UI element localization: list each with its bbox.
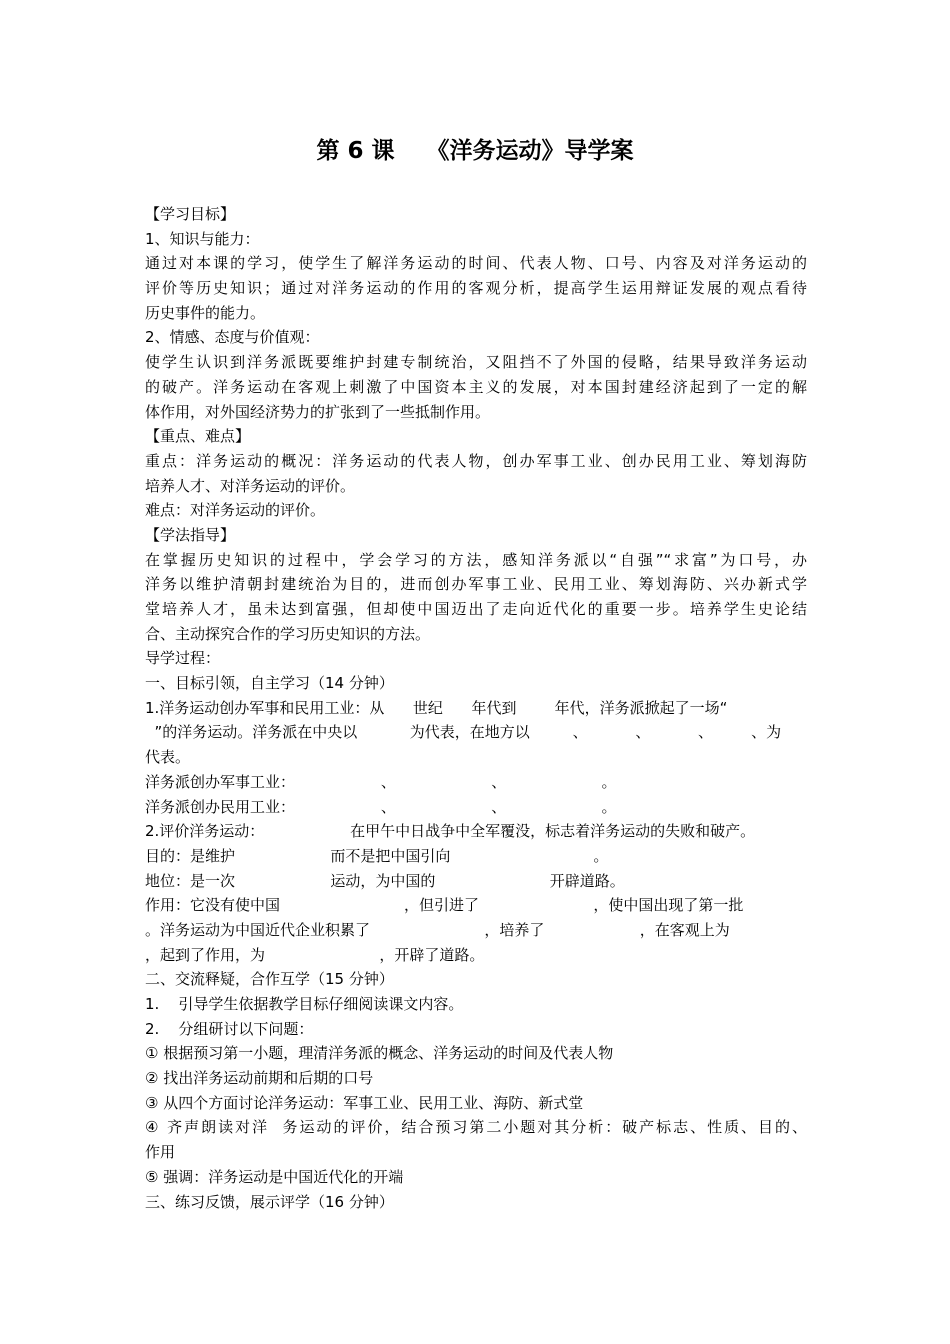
text-line: 的破产。洋务运动在客观上刺激了中国资本主义的发展，对本国封建经济起到了一定的解: [145, 377, 807, 396]
text-line: 三、练习反馈，展示评学（16 分钟）: [145, 1192, 394, 1211]
text-line: 。洋务运动为中国近代企业积累了 ，培养了 ，在客观上为: [145, 920, 730, 939]
text-line: 难点：对洋务运动的评价。: [145, 501, 326, 520]
text-line: 洋务派创办民用工业： 、 、 。: [145, 797, 617, 816]
text-line: 2、情感、态度与价值观：: [145, 328, 320, 347]
document-title: 第 6 课 《洋务运动》导学案: [316, 138, 634, 164]
text-line: ⑤ 强调：洋务运动是中国近代化的开端: [145, 1167, 404, 1186]
text-line: ④ 齐声朗读对洋 务运动的评价，结合预习第二小题对其分析：破产标志、性质、目的、: [145, 1118, 807, 1137]
text-line: ③ 从四个方面讨论洋务运动：军事工业、民用工业、海防、新式堂: [145, 1093, 584, 1112]
text-line: 堂培养人才，虽未达到富强，但却使中国迈出了走向近代化的重要一步。培养学生史论结: [145, 600, 807, 618]
text-line: 【学法指导】: [145, 525, 236, 544]
text-line: ① 根据预习第一小题，理清洋务派的概念、洋务运动的时间及代表人物: [145, 1044, 614, 1063]
text-line: 【学习目标】: [145, 205, 236, 223]
text-line: 作用：它没有使中国 ，但引进了 ，使中国出现了第一批: [145, 896, 744, 915]
text-line: 使学生认识到洋务派既要维护封建专制统治，又阻挡不了外国的侵略，结果导致洋务运动: [145, 353, 807, 372]
text-line: 导学过程：: [145, 649, 221, 668]
text-line: 二、交流释疑，合作互学（15 分钟）: [145, 970, 394, 989]
text-line: 通过对本课的学习，使学生了解洋务运动的时间、代表人物、口号、内容及对洋务运动的: [145, 254, 807, 273]
text-line: 地位：是一次 运动，为中国的 开辟道路。: [145, 871, 625, 890]
text-line: 培养人才、对洋务运动的评价。: [145, 476, 356, 495]
text-line: 体作用，对外国经济势力的扩张到了一些抵制作用。: [145, 402, 491, 421]
text-line: 评价等历史知识；通过对洋务运动的作用的客观分析，提高学生运用辩证发展的观点看待: [145, 279, 807, 298]
text-line: 合、主动探究合作的学习历史知识的方法。: [145, 624, 431, 643]
text-line: ”的洋务运动。洋务派在中央以 为代表，在地方以 、 、 、 、为: [145, 723, 782, 742]
text-line: ② 找出洋务运动前期和后期的口号: [145, 1069, 374, 1088]
text-line: 一、目标引领，自主学习（14 分钟）: [145, 674, 394, 693]
document-body: [145, 202, 807, 1214]
text-line: 在掌握历史知识的过程中，学会学习的方法，感知洋务派以“自强”“求富”为口号，办: [145, 550, 807, 569]
text-line: 1.洋务运动创办军事和民用工业：从 世纪 年代到 年代，洋务派掀起了一场“: [145, 698, 728, 717]
text-line: 历史事件的能力。: [145, 303, 266, 322]
text-line: 代表。: [145, 748, 191, 767]
text-line: 目的：是维护 而不是把中国引向 。: [145, 846, 609, 865]
text-line: 洋务以维护清朝封建统治为目的，进而创办军事工业、民用工业、筹划海防、兴办新式学: [145, 575, 807, 594]
text-line: 洋务派创办军事工业： 、 、 。: [145, 772, 617, 791]
text-line: 作用: [145, 1143, 176, 1162]
text-line: ，起到了作用，为 ，开辟了道路。: [145, 945, 485, 964]
text-line: 重点：洋务运动的概况：洋务运动的代表人物，创办军事工业、创办民用工业、筹划海防: [145, 451, 807, 470]
text-line: 1. 引导学生依据教学目标仔细阅读课文内容。: [145, 995, 464, 1013]
text-line: 2.评价洋务运动： 在甲午中日战争中全军覆没，标志着洋务运动的失败和破产。: [145, 822, 756, 841]
text-line: 2. 分组研讨以下问题：: [145, 1019, 314, 1038]
text-line: 1、知识与能力：: [145, 229, 260, 248]
text-line: 【重点、难点】: [145, 427, 251, 446]
